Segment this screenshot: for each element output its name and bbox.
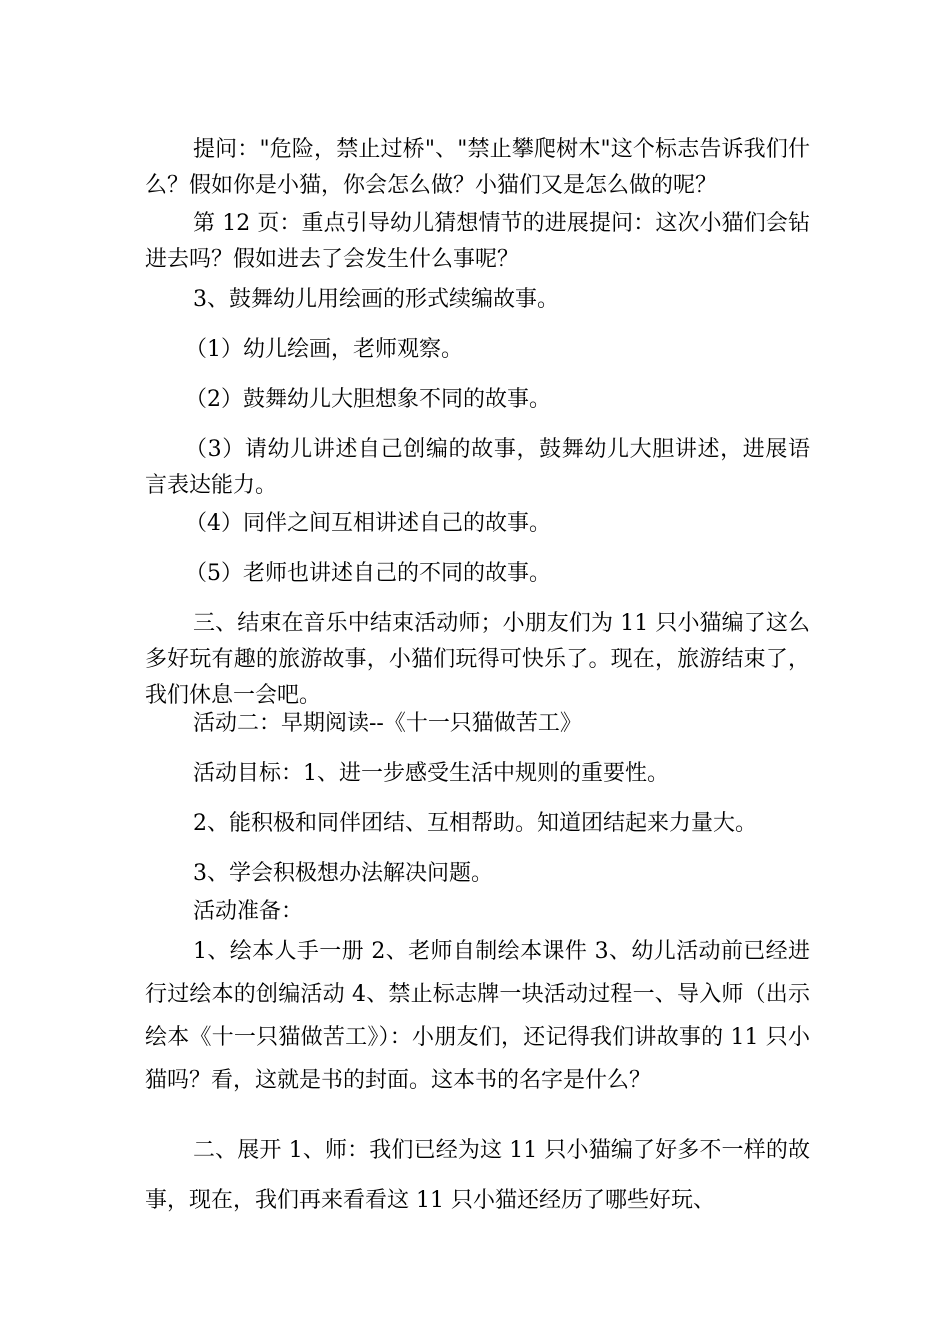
paragraph-sub-3: （3）请幼儿讲述自己创编的故事，鼓舞幼儿大胆讲述，进展语言表达能力。 — [145, 437, 810, 498]
paragraph-sub-2: （2）鼓舞幼儿大胆想象不同的故事。 — [185, 387, 551, 412]
paragraph-preparation-heading: 活动准备： — [193, 899, 304, 924]
paragraph-question-signs: 提问："危险，禁止过桥"、"禁止攀爬树木"这个标志告诉我们什么？假如你是小猫，你会怎么做？小猫们又是怎么做的呢？ — [145, 137, 810, 198]
paragraph-sub-5: （5）老师也讲述自己的不同的故事。 — [185, 561, 551, 586]
paragraph-expand: 二、展开 1、师：我们已经为这 11 只小猫编了好多不一样的故事，现在，我们再来看看这 11 只小猫还经历了哪些好玩、 — [145, 1138, 810, 1213]
paragraph-page-12: 第 12 页：重点引导幼儿猜想情节的进展提问：这次小猫们会钻进去吗？假如进去了会发生什么事呢？ — [145, 211, 810, 272]
paragraph-goal-1: 活动目标：1、进一步感受生活中规则的重要性。 — [193, 761, 669, 786]
paragraph-preparation: 1、绘本人手一册 2、老师自制绘本课件 3、幼儿活动前已经进行过绘本的创编活动 4、禁止标志牌一块活动过程一、导入师（出示绘本《十一只猫做苦工》）：小朋友们，还记得我们讲故事的 11 只小猫吗？看，这就是书的封面。这本书的名字是什么？ — [145, 939, 810, 1093]
paragraph-ending: 三、结束在音乐中结束活动师；小朋友们为 11 只小猫编了这么多好玩有趣的旅游故事，小猫们玩得可快乐了。现在，旅游结束了，我们休息一会吧。 — [145, 611, 810, 708]
paragraph-goal-3: 3、学会积极想办法解决问题。 — [193, 861, 493, 886]
paragraph-activity-two: 活动二：早期阅读--《十一只猫做苦工》 — [193, 711, 582, 736]
paragraph-sub-4: （4）同伴之间互相讲述自己的故事。 — [185, 511, 551, 536]
paragraph-goal-2: 2、能积极和同伴团结、互相帮助。知道团结起来力量大。 — [193, 811, 757, 836]
paragraph-step-3: 3、鼓舞幼儿用绘画的形式续编故事。 — [193, 287, 559, 312]
paragraph-sub-1: （1）幼儿绘画，老师观察。 — [185, 337, 463, 362]
